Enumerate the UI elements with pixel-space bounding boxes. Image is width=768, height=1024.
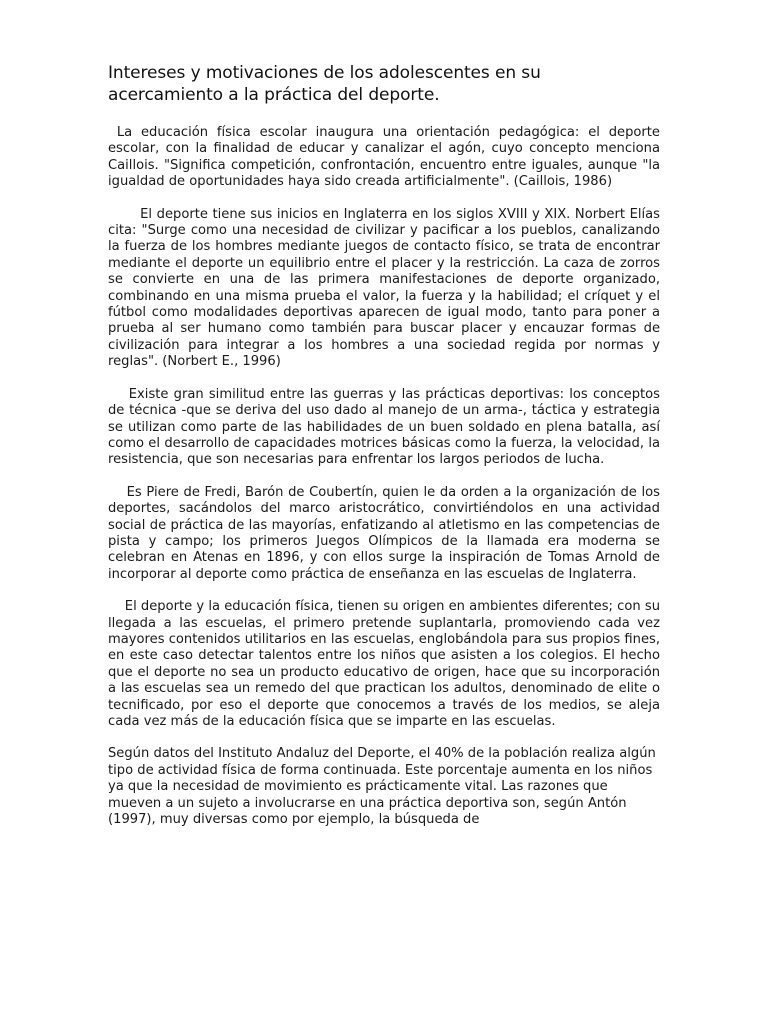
paragraph-deporte-educacion: El deporte y la educación física, tienen su origen en ambientes diferentes; con su llegada a las escuelas, el primero pretende suplantarla, promoviendo cada vez mayores contenidos utilitarios en las escuelas, englobándola para sus propios fines, en este caso detectar talentos entre los niños que asisten a los colegios. El hecho que el deporte no sea un producto educativo de origen, hace que su incorporación a las escuelas sea un remedo del que practican los adultos, denominado de elite o tecnificado, por eso el deporte que conocemos a través de los medios, se aleja cada vez más de la educación física que se imparte en las escuelas. — [108, 599, 660, 729]
paragraph-educacion-fisica: La educación física escolar inaugura una orientación pedagógica: el deporte escolar, con la finalidad de educar y canalizar el agón, cuyo concepto menciona Caillois. "Significa competición, confrontación, encuentro entre iguales, aunque "la igualdad de oportunidades haya sido creada artificialmente". (Caillois, 1986) — [108, 125, 660, 190]
paragraph-instituto-andaluz: Según datos del Instituto Andaluz del Deporte, el 40% de la población realiza algún tipo de actividad física de forma continuada. Este porcentaje aumenta en los niños ya que la necesidad de movimiento es prácticamente vital. Las razones que mueven a un sujeto a involucrarse en una práctica deportiva son, según Antón (1997), muy diversas como por ejemplo, la búsqueda de — [108, 746, 656, 828]
paragraph-origen-deporte: El deporte tiene sus inicios en Inglaterra en los siglos XVIII y XIX. Norbert Elías cita: "Surge como una necesidad de civilizar y pacificar a los pueblos, canalizando la fuerza de los hombres mediante juegos de contacto físico, se trata de encontrar mediante el deporte un equilibrio entre el placer y la restricción. La caza de zorros se convierte en una de las primera manifestaciones de deporte organizado, combinando en una misma prueba el valor, la fuerza y la habilidad; el críquet y el fútbol como modalidades deportivas aparecen de igual modo, tanto para poner a prueba al ser humano como también para buscar placer y encauzar formas de civilización para integrar a los hombres a una sociedad regida por normas y reglas". (Norbert E., 1996) — [108, 206, 660, 370]
document-title: Intereses y motivaciones de los adolescentes en su acercamiento a la práctica del deporte. — [108, 63, 541, 105]
paragraph-coubertin: Es Piere de Fredi, Barón de Coubertín, quien le da orden a la organización de los deportes, sacándolos del marco aristocrático, convirtiéndolos en una actividad social de práctica de las mayorías, enfatizando al atletismo en las competencias de pista y campo; los primeros Juegos Olímpicos de la llamada era moderna se celebran en Atenas en 1896, y con ellos surge la inspiración de Tomas Arnold de incorporar al deporte como práctica de enseñanza en las escuelas de Inglaterra. — [108, 484, 660, 582]
paragraph-guerras-deporte: Existe gran similitud entre las guerras y las prácticas deportivas: los conceptos de técnica -que se deriva del uso dado al manejo de un arma-, táctica y estrategia se utilizan como parte de las habilidades de un buen soldado en plena batalla, así como el desarrollo de capacidades motrices básicas como la fuerza, la velocidad, la resistencia, que son necesarias para enfrentar los largos periodos de lucha. — [108, 386, 660, 468]
document-page — [108, 62, 660, 844]
